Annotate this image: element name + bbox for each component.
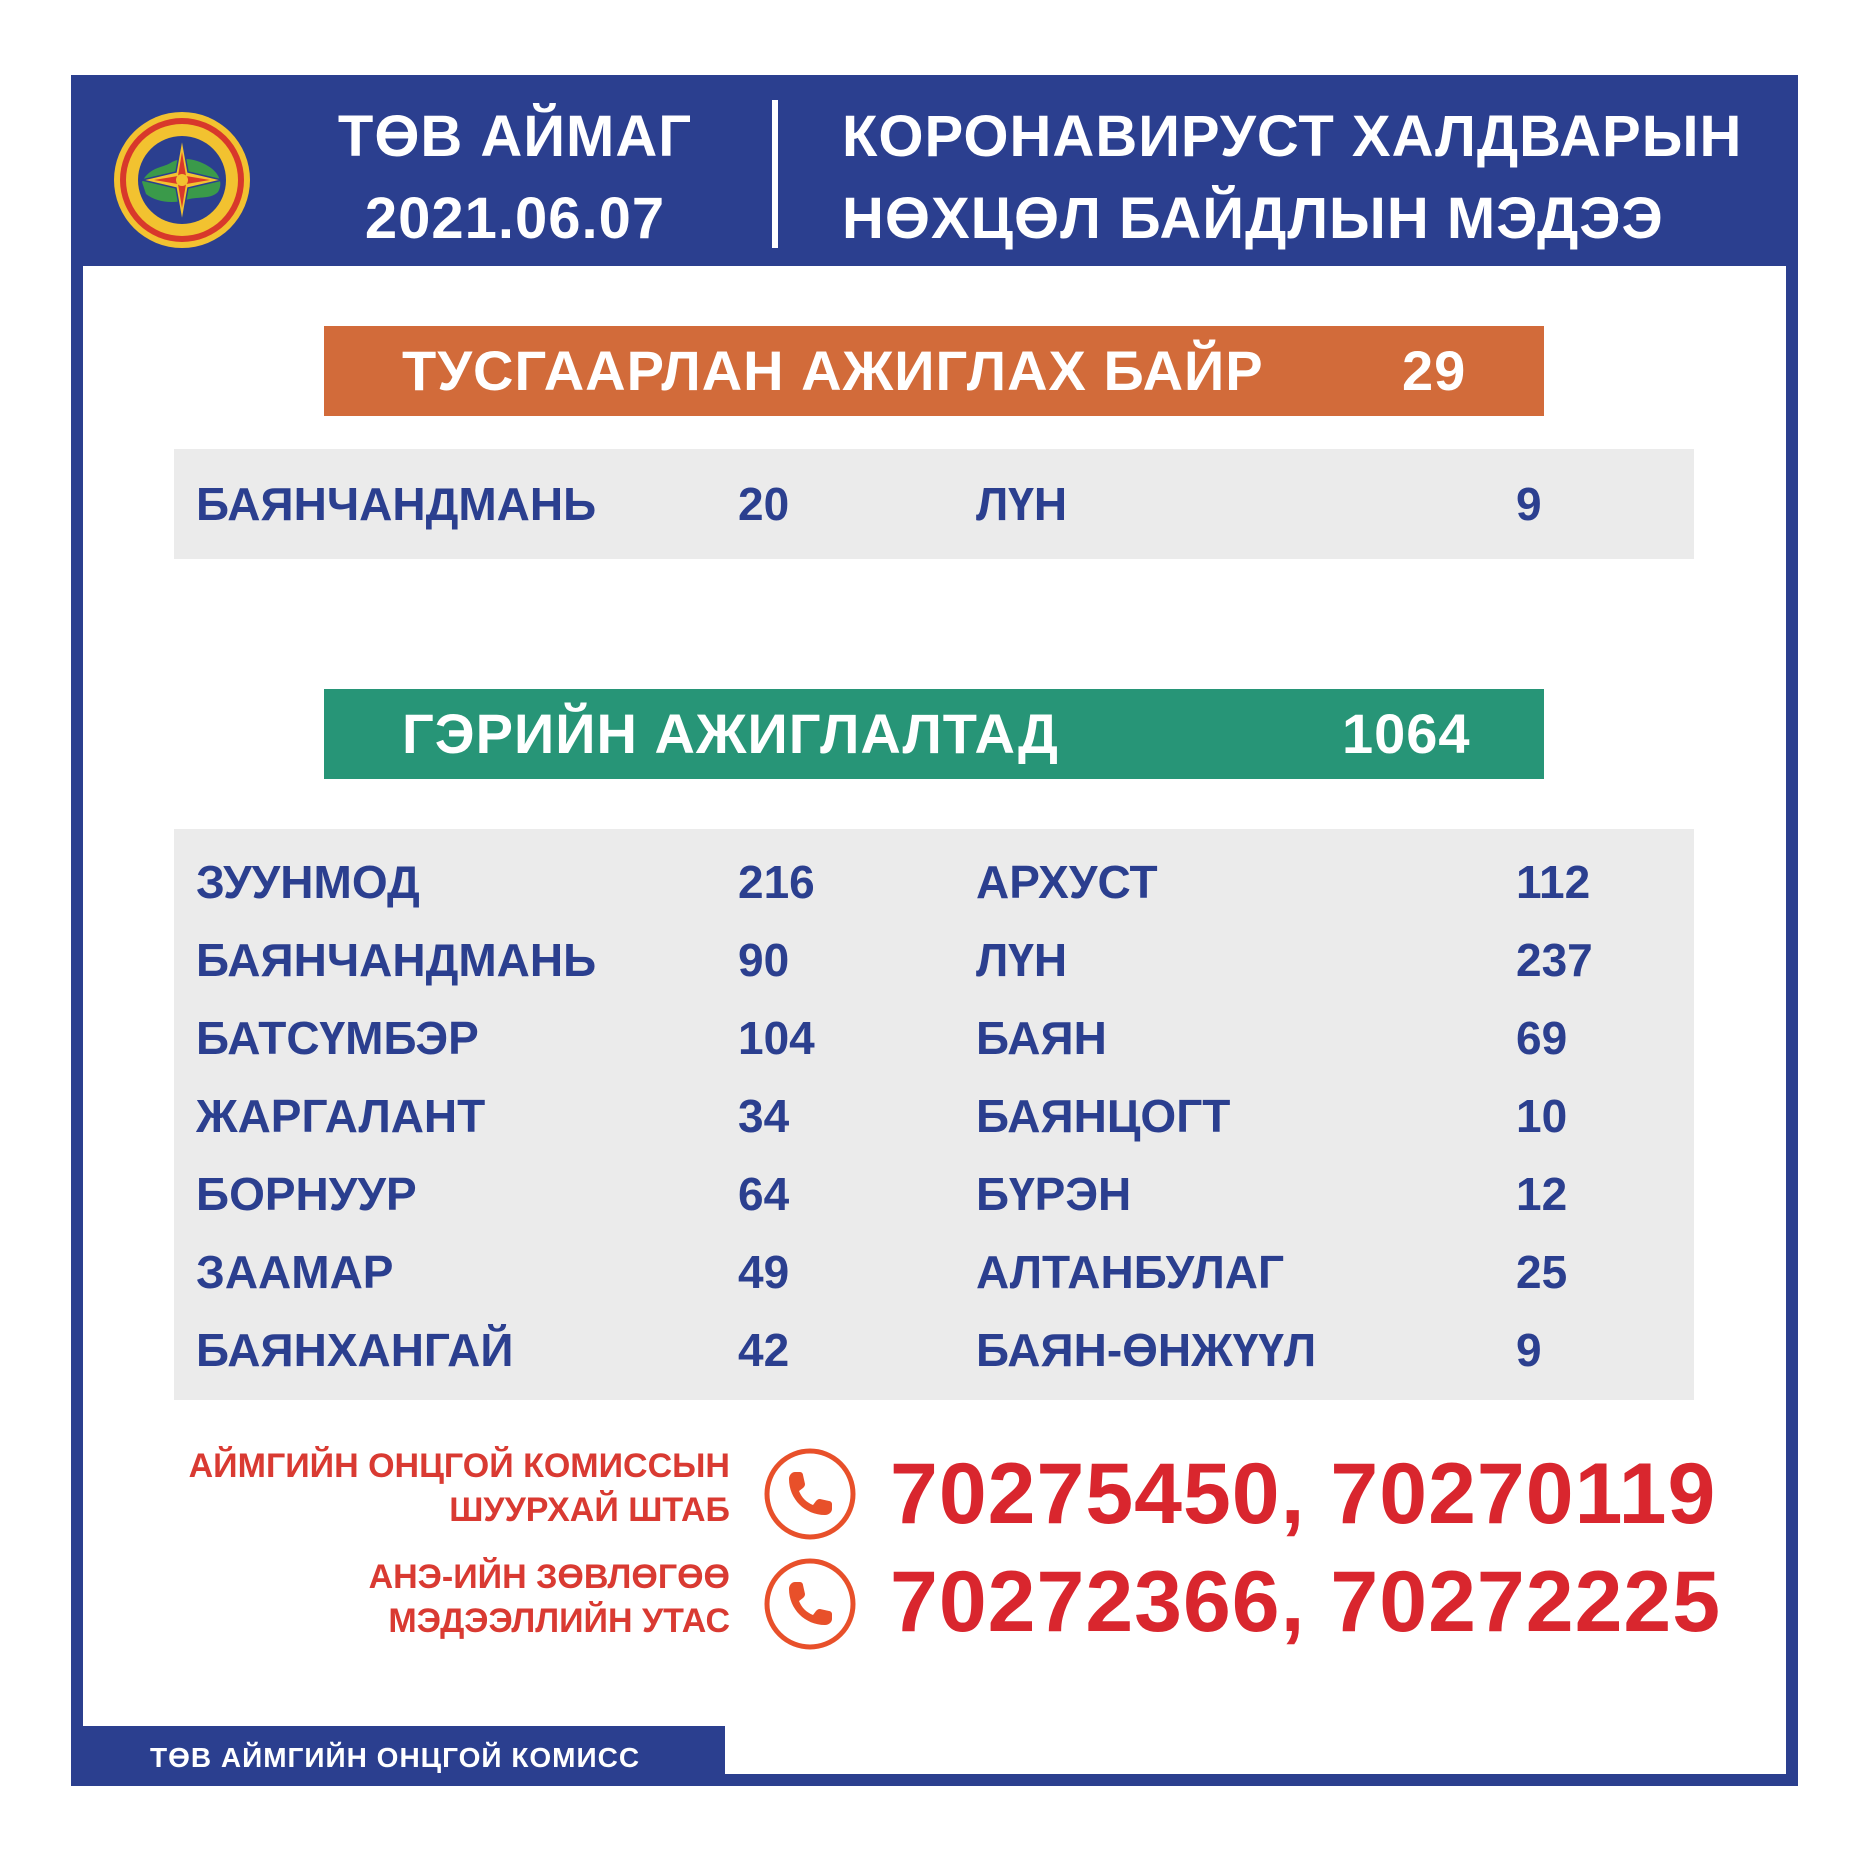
district-name: БАЯНЧАНДМАНЬ (196, 478, 597, 530)
table-row (174, 921, 1694, 999)
district-count: 10 (1516, 1090, 1568, 1142)
home-observation-banner (324, 689, 1544, 779)
hotline-label-line2: ШУУРХАЙ ШТАБ (449, 1491, 730, 1529)
district-name: БАЯН-ӨНЖҮҮЛ (976, 1324, 1317, 1376)
advice-label-line1: АНЭ-ИЙН ЗӨВЛӨГӨӨ (368, 1558, 730, 1596)
district-count: 9 (1516, 478, 1542, 530)
hotline-phone-numbers[interactable]: 70275450, 70270119 (890, 1446, 1717, 1542)
home-observation-label: ГЭРИЙН АЖИГЛАЛТАД (402, 702, 1059, 765)
header-title-line2: НӨХЦӨЛ БАЙДЛЫН МЭДЭЭ (842, 186, 1664, 251)
district-name: БҮРЭН (976, 1168, 1132, 1220)
district-count: 104 (738, 1012, 815, 1064)
table-row (174, 465, 1694, 543)
district-name: БАЯН (976, 1012, 1107, 1064)
advice-label (369, 1555, 730, 1643)
header-divider (772, 100, 778, 248)
table-row (174, 999, 1694, 1077)
table-row (174, 1077, 1694, 1155)
phone-icon (762, 1556, 858, 1652)
district-count: 49 (738, 1246, 790, 1298)
quarantine-total: 29 (1402, 339, 1467, 402)
hotline-label (189, 1444, 730, 1532)
header-title-line1: КОРОНАВИРУСТ ХАЛДВАРЫН (842, 104, 1743, 169)
district-count: 69 (1516, 1012, 1568, 1064)
district-count: 216 (738, 856, 815, 908)
table-row (174, 1155, 1694, 1233)
header-date: 2021.06.07 (364, 186, 666, 251)
district-count: 237 (1516, 934, 1593, 986)
quarantine-table (174, 449, 1694, 559)
advice-phone-numbers[interactable]: 70272366, 70272225 (890, 1554, 1722, 1650)
table-row (174, 1233, 1694, 1311)
district-name: АЛТАНБУЛАГ (976, 1246, 1285, 1298)
header-left (300, 96, 730, 260)
table-row (174, 1311, 1694, 1389)
district-count: 20 (738, 478, 790, 530)
quarantine-label: ТУСГААРЛАН АЖИГЛАХ БАЙР (402, 339, 1264, 402)
district-name: ЖАРГАЛАНТ (196, 1090, 486, 1142)
home-observation-table (174, 829, 1694, 1400)
district-name: ЛҮН (976, 478, 1068, 530)
district-count: 112 (1516, 856, 1591, 908)
district-name: АРХУСТ (976, 856, 1158, 908)
district-name: ЗУУНМОД (196, 856, 420, 908)
district-name: БАЯНЧАНДМАНЬ (196, 934, 597, 986)
district-count: 12 (1516, 1168, 1568, 1220)
district-count: 42 (738, 1324, 790, 1376)
quarantine-banner (324, 326, 1544, 416)
district-count: 90 (738, 934, 790, 986)
district-count: 25 (1516, 1246, 1568, 1298)
district-count: 9 (1516, 1324, 1542, 1376)
district-name: ЛҮН (976, 934, 1068, 986)
header-right (842, 96, 1742, 260)
district-count: 64 (738, 1168, 790, 1220)
district-name: БАТСҮМБЭР (196, 1012, 479, 1064)
table-row (174, 843, 1694, 921)
phone-icon (762, 1446, 858, 1542)
footer-text: ТӨВ АЙМГИЙН ОНЦГОЙ КОМИСС (150, 1742, 641, 1773)
district-name: ЗААМАР (196, 1246, 394, 1298)
district-name: БАЯНХАНГАЙ (196, 1324, 514, 1376)
aimag-emblem-icon (112, 110, 252, 250)
advice-label-line2: МЭДЭЭЛЛИЙН УТАС (388, 1602, 730, 1640)
district-count: 34 (738, 1090, 790, 1142)
home-observation-total: 1064 (1342, 702, 1471, 765)
district-name: БОРНУУР (196, 1168, 417, 1220)
district-name: БАЯНЦОГТ (976, 1090, 1231, 1142)
header-aimag-title: ТӨВ АЙМАГ (337, 104, 693, 169)
hotline-label-line1: АЙМГИЙН ОНЦГОЙ КОМИССЫН (188, 1447, 730, 1485)
